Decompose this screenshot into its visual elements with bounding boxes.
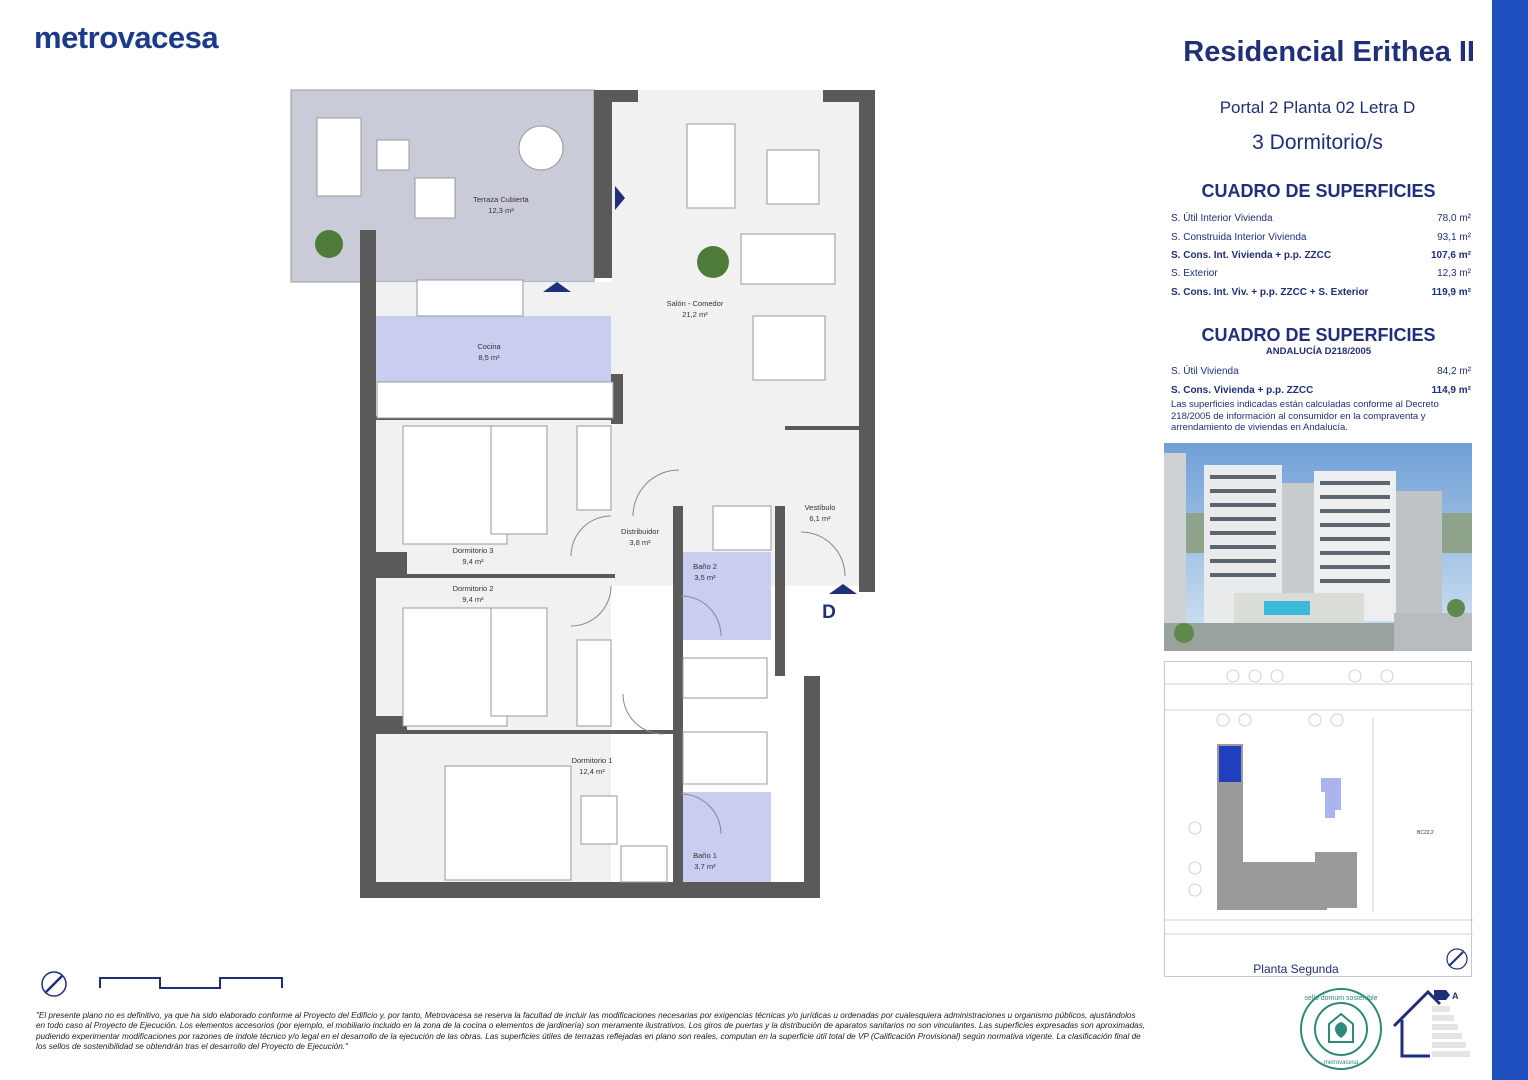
room-label: Dormitorio 2 [452, 584, 494, 593]
surface-row [1171, 287, 1471, 298]
surface-row [1171, 366, 1471, 377]
andalucia-note: Las superficies indicadas están calculadas conforme al Decreto 218/2005 de información al consumidor en la compraventa y arrendamiento de viviendas en Andalucía. [1171, 399, 1439, 433]
entrance-letter: D [822, 602, 836, 623]
surfaces-title: CUADRO DE SUPERFICIES [1201, 181, 1436, 201]
surface-row [1171, 213, 1471, 224]
room-label: Terraza Cubierta [473, 195, 529, 204]
room-area: 12,3 m² [488, 206, 514, 215]
unit-identifier: Portal 2 Planta 02 Letra D [1219, 98, 1416, 117]
room-area: 9,4 m² [462, 595, 484, 604]
seal-top-text: sello domum sostenible [1304, 995, 1378, 1002]
surface-row [1171, 250, 1471, 261]
surface-label: S. Cons. Vivienda + p.p. ZZCC [1171, 385, 1314, 396]
surface-value: 107,6 m² [1430, 250, 1471, 261]
surface-label: S. Exterior [1171, 268, 1218, 279]
compass-icon [1447, 949, 1467, 969]
surface-value: 78,0 m² [1437, 213, 1471, 224]
room-area: 21,2 m² [682, 310, 708, 319]
surface-row [1171, 232, 1471, 243]
surface-label: S. Construida Interior Vivienda [1171, 232, 1307, 243]
surface-value: 119,9 m² [1431, 287, 1471, 298]
seal-bottom-text: metrovacesa [1323, 1060, 1359, 1066]
room-label: Vestíbulo [804, 503, 836, 512]
surface-value: 84,2 m² [1437, 366, 1471, 377]
site-block-label: BC22.2 [1417, 830, 1434, 836]
compass-icon [38, 968, 70, 1000]
house-icon [1388, 984, 1478, 1074]
room-label: Salón - Comedor [666, 299, 724, 308]
surface-label: S. Útil Vivienda [1171, 366, 1239, 377]
unit-highlight [1219, 746, 1241, 782]
andalucia-surfaces-subtitle: ANDALUCÍA D218/2005 [1265, 346, 1372, 357]
energy-rating-letter: A [1452, 991, 1459, 1001]
surface-row [1171, 268, 1471, 279]
room-label: Distribuidor [621, 527, 659, 536]
room-area: 3,8 m² [629, 538, 651, 547]
surface-value: 93,1 m² [1437, 232, 1471, 243]
room-area: 3,5 m² [694, 573, 716, 582]
room-label: Baño 2 [693, 562, 717, 571]
surface-row [1171, 385, 1471, 396]
room-area: 3,7 m² [694, 862, 716, 871]
surface-label: S. Útil Interior Vivienda [1171, 213, 1273, 224]
site-plan [1164, 661, 1472, 977]
surface-label: S. Cons. Int. Viv. + p.p. ZZCC + S. Exterior [1171, 287, 1369, 298]
sustainability-seal-icon [1298, 986, 1384, 1072]
room-area: 9,4 m² [462, 557, 484, 566]
surface-value: 114,9 m² [1431, 385, 1471, 396]
bathroom-1-area [679, 792, 771, 882]
page-title: Residencial Erithea II [1183, 36, 1475, 68]
accent-bar [1492, 0, 1528, 1080]
site-plan-caption: Planta Segunda [1253, 962, 1339, 976]
bedroom-count: 3 Dormitorio/s [1252, 131, 1383, 154]
legal-disclaimer: "El presente plano no es definitivo, ya que ha sido elaborado conforme al Proyecto del Edificio y, por tanto, Metrovacesa se reserva la facultad de incluir las modificaciones necesarias por exigencias técnicas y/o jurídicas u ordenadas por cualesquiera administraciones u organismo públicos, ajustándolos en todo caso al Proyecto de Ejecución. Los elementos accesorios (por ejemplo, el mobiliario incluido en la zona de la cocina o elementos de jardinería) son meramente ilustrativos. Los giros de puertas y la distribución de aparatos sanitarios no son vinculantes. Las superficies expresadas son aproximadas, pudiendo experimentar modificaciones por razones de índole técnico y/o legal en el desarrollo de la ejecución de las obras. Las superficies útiles de terrazas reflejadas en plano son reales, computan en la superficie útil total de VP (Calificación Provisional) según normativa vigente. La clasificación final de los sellos de sostenibilidad se obtendrán tras el desarrollo del Proyecto de Ejecución." [36, 1011, 1146, 1051]
scale-bar-icon [98, 976, 284, 990]
surface-value: 12,3 m² [1437, 268, 1471, 279]
building-render-image [1164, 443, 1472, 651]
brand-logo[interactable]: metrovacesa [34, 20, 219, 55]
room-label: Dormitorio 1 [571, 756, 613, 765]
surface-label: S. Cons. Int. Vivienda + p.p. ZZCC [1171, 250, 1332, 261]
andalucia-surfaces-title: CUADRO DE SUPERFICIES [1201, 325, 1436, 345]
room-area: 12,4 m² [579, 767, 605, 776]
room-area: 6,1 m² [809, 514, 831, 523]
floor-plan [285, 86, 885, 902]
room-area: 8,5 m² [478, 353, 500, 362]
room-label: Baño 1 [693, 851, 717, 860]
room-label: Cocina [477, 342, 501, 351]
room-label: Dormitorio 3 [452, 546, 494, 555]
